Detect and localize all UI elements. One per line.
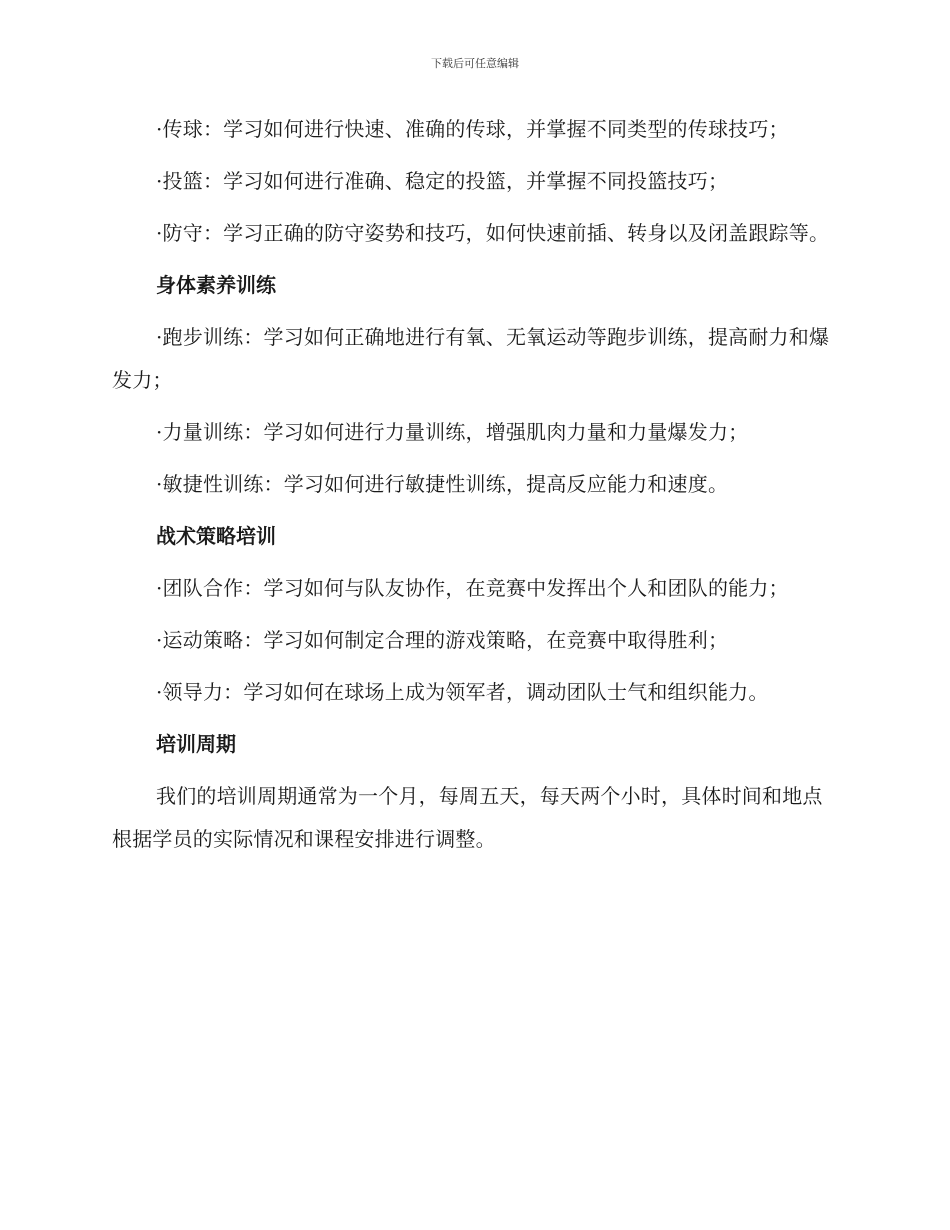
bullet-strategy: ·运动策略：学习如何制定合理的游戏策略，在竞赛中取得胜利； bbox=[156, 628, 729, 652]
section-heading-physical: 身体素养训练 bbox=[156, 273, 276, 297]
document-body bbox=[112, 108, 832, 870]
paragraph-cycle: 我们的培训周期通常为一个月，每周五天，每天两个小时，具体时间和地点根据学员的实际情况和课程安排进行调整。 bbox=[112, 784, 823, 851]
bullet-defense: ·防守：学习正确的防守姿势和技巧，如何快速前插、转身以及闭盖跟踪等。 bbox=[156, 221, 830, 245]
section-heading-cycle: 培训周期 bbox=[156, 732, 236, 756]
bullet-strength: ·力量训练：学习如何进行力量训练，增强肌肉力量和力量爆发力； bbox=[156, 420, 749, 444]
bullet-passing: ·传球：学习如何进行快速、准确的传球，并掌握不同类型的传球技巧； bbox=[156, 117, 789, 141]
page-header-note: 下载后可任意编辑 bbox=[431, 57, 519, 70]
bullet-running: ·跑步训练：学习如何正确地进行有氧、无氧运动等跑步训练，提高耐力和爆发力； bbox=[112, 325, 830, 392]
bullet-leadership: ·领导力：学习如何在球场上成为领军者，调动团队士气和组织能力。 bbox=[156, 680, 769, 704]
bullet-agility: ·敏捷性训练：学习如何进行敏捷性训练，提高反应能力和速度。 bbox=[156, 472, 729, 496]
bullet-teamwork: ·团队合作：学习如何与队友协作，在竞赛中发挥出个人和团队的能力； bbox=[156, 576, 789, 600]
bullet-shooting: ·投篮：学习如何进行准确、稳定的投篮，并掌握不同投篮技巧； bbox=[156, 169, 729, 193]
section-heading-tactics: 战术策略培训 bbox=[156, 524, 276, 548]
